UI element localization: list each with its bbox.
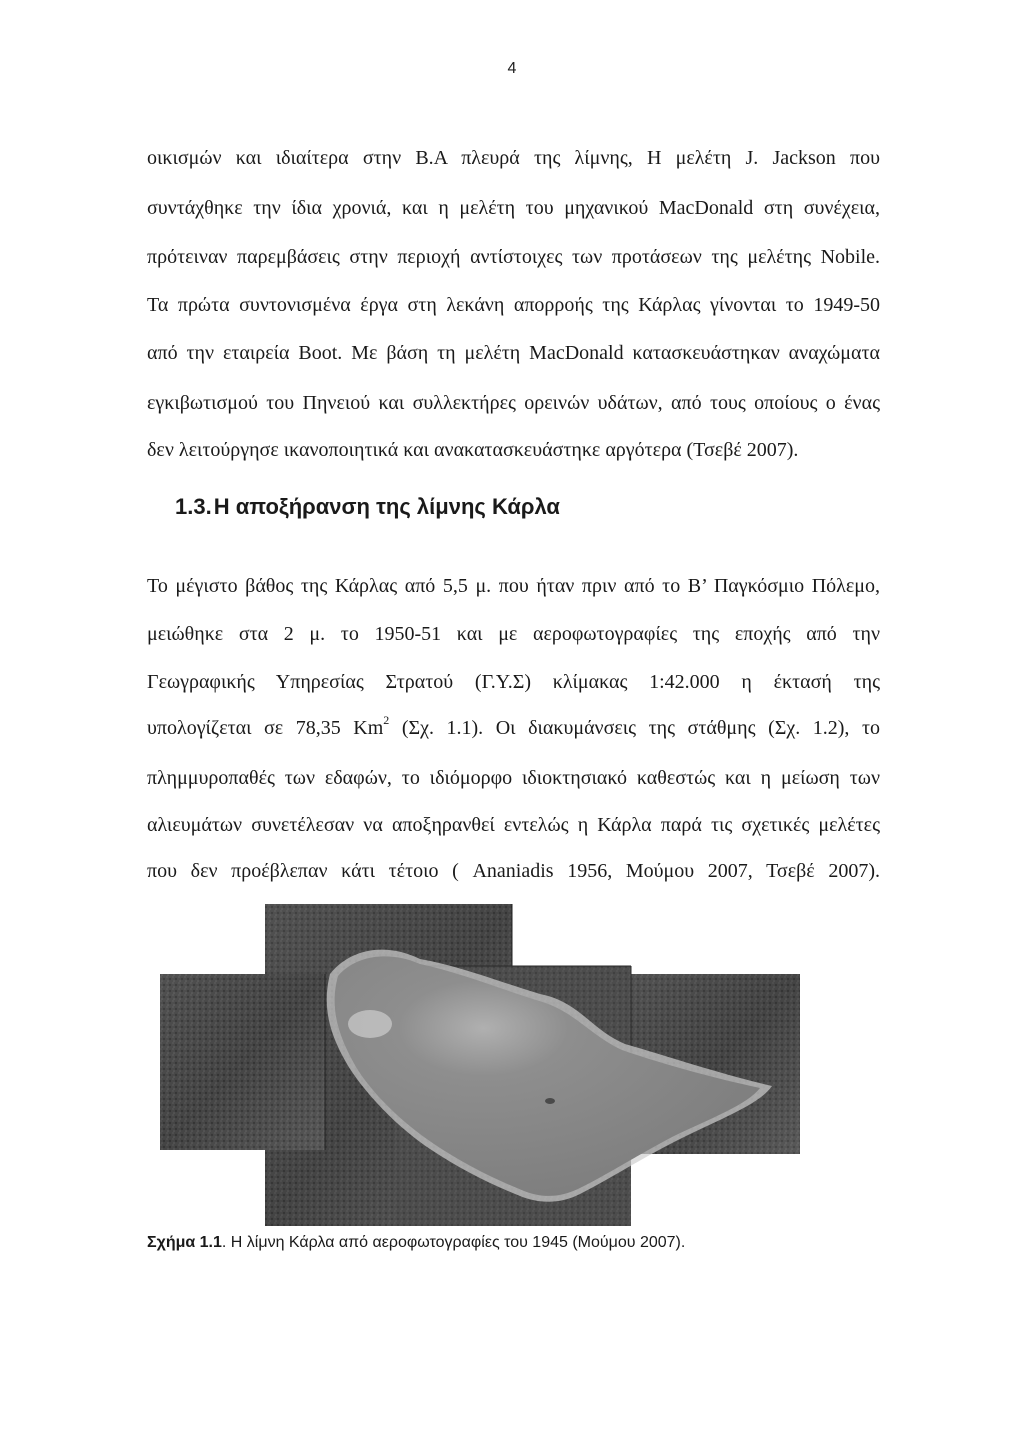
caption-label: Σχήμα 1.1 [147,1234,222,1251]
section-number: 1.3. [175,494,212,519]
paragraph-line: δεν λειτούργησε ικανοποιητικά και ανακατασκευάστηκε αργότερα (Τσεβέ 2007). [147,439,799,461]
lake-aerial-photo-mosaic [160,904,800,1226]
page-number: 4 [507,60,517,77]
paragraph-line: που δεν προέβλεπαν κάτι τέτοιο ( Ananiadis 1956, Μούμου 2007, Τσεβέ 2007). [147,860,880,882]
paragraph-line: πλημμυροπαθές των εδαφών, το ιδιόμορφο ιδιοκτησιακό καθεστώς και η μείωση των [147,767,880,789]
lake-island [545,1098,555,1104]
text-run: (Σχ. 1.1). Οι διακυμάνσεις της στάθμης (Σχ. 1.2), το [389,717,881,739]
paragraph-line [147,715,880,741]
paragraph-line: Τα πρώτα συντονισμένα έργα στη λεκάνη απορροής της Κάρλας γίνονται το 1949-50 [147,294,880,316]
paragraph-line: Το μέγιστο βάθος της Κάρλας από 5,5 μ. που ήταν πριν από το Β’ Παγκόσμιο Πόλεμο, [147,575,880,597]
paragraph-line: μειώθηκε στα 2 μ. το 1950-51 και με αεροφωτογραφίες της εποχής από την [147,623,880,645]
paragraph-line: Γεωγραφικής Υπηρεσίας Στρατού (Γ.Υ.Σ) κλίμακας 1:42.000 η έκτασή της [147,671,880,693]
paragraph-line: από την εταιρεία Boot. Με βάση τη μελέτη MacDonald κατασκευάστηκαν αναχώματα [147,342,880,364]
paragraph-line: αλιευμάτων συνετέλεσαν να αποξηρανθεί εντελώς η Κάρλα παρά τις σχετικές μελέτες [147,814,880,836]
paragraph-line: εγκιβωτισμού του Πηνειού και συλλεκτήρες ορεινών υδάτων, από τους οποίους ο ένας [147,392,880,414]
paragraph-line: οικισμών και ιδιαίτερα στην Β.Α πλευρά της λίμνης, Η μελέτη J. Jackson που [147,147,880,169]
caption-text: . Η λίμνη Κάρλα από αεροφωτογραφίες του 1945 (Μούμου 2007). [221,1234,686,1251]
figure-caption [147,1234,685,1252]
superscript: 2 [383,713,390,728]
paragraph-line: συντάχθηκε την ίδια χρονιά, και η μελέτη του μηχανικού MacDonald στη συνέχεια, [147,197,880,219]
paragraph-line: πρότειναν παρεμβάσεις στην περιοχή αντίστοιχες των προτάσεων της μελέτης Nobile. [147,246,880,268]
section-heading [175,494,560,520]
aerial-photo-svg [160,904,800,1226]
section-title: Η αποξήρανση της λίμνης Κάρλα [213,494,560,519]
text-run: υπολογίζεται σε 78,35 Km [147,717,384,739]
